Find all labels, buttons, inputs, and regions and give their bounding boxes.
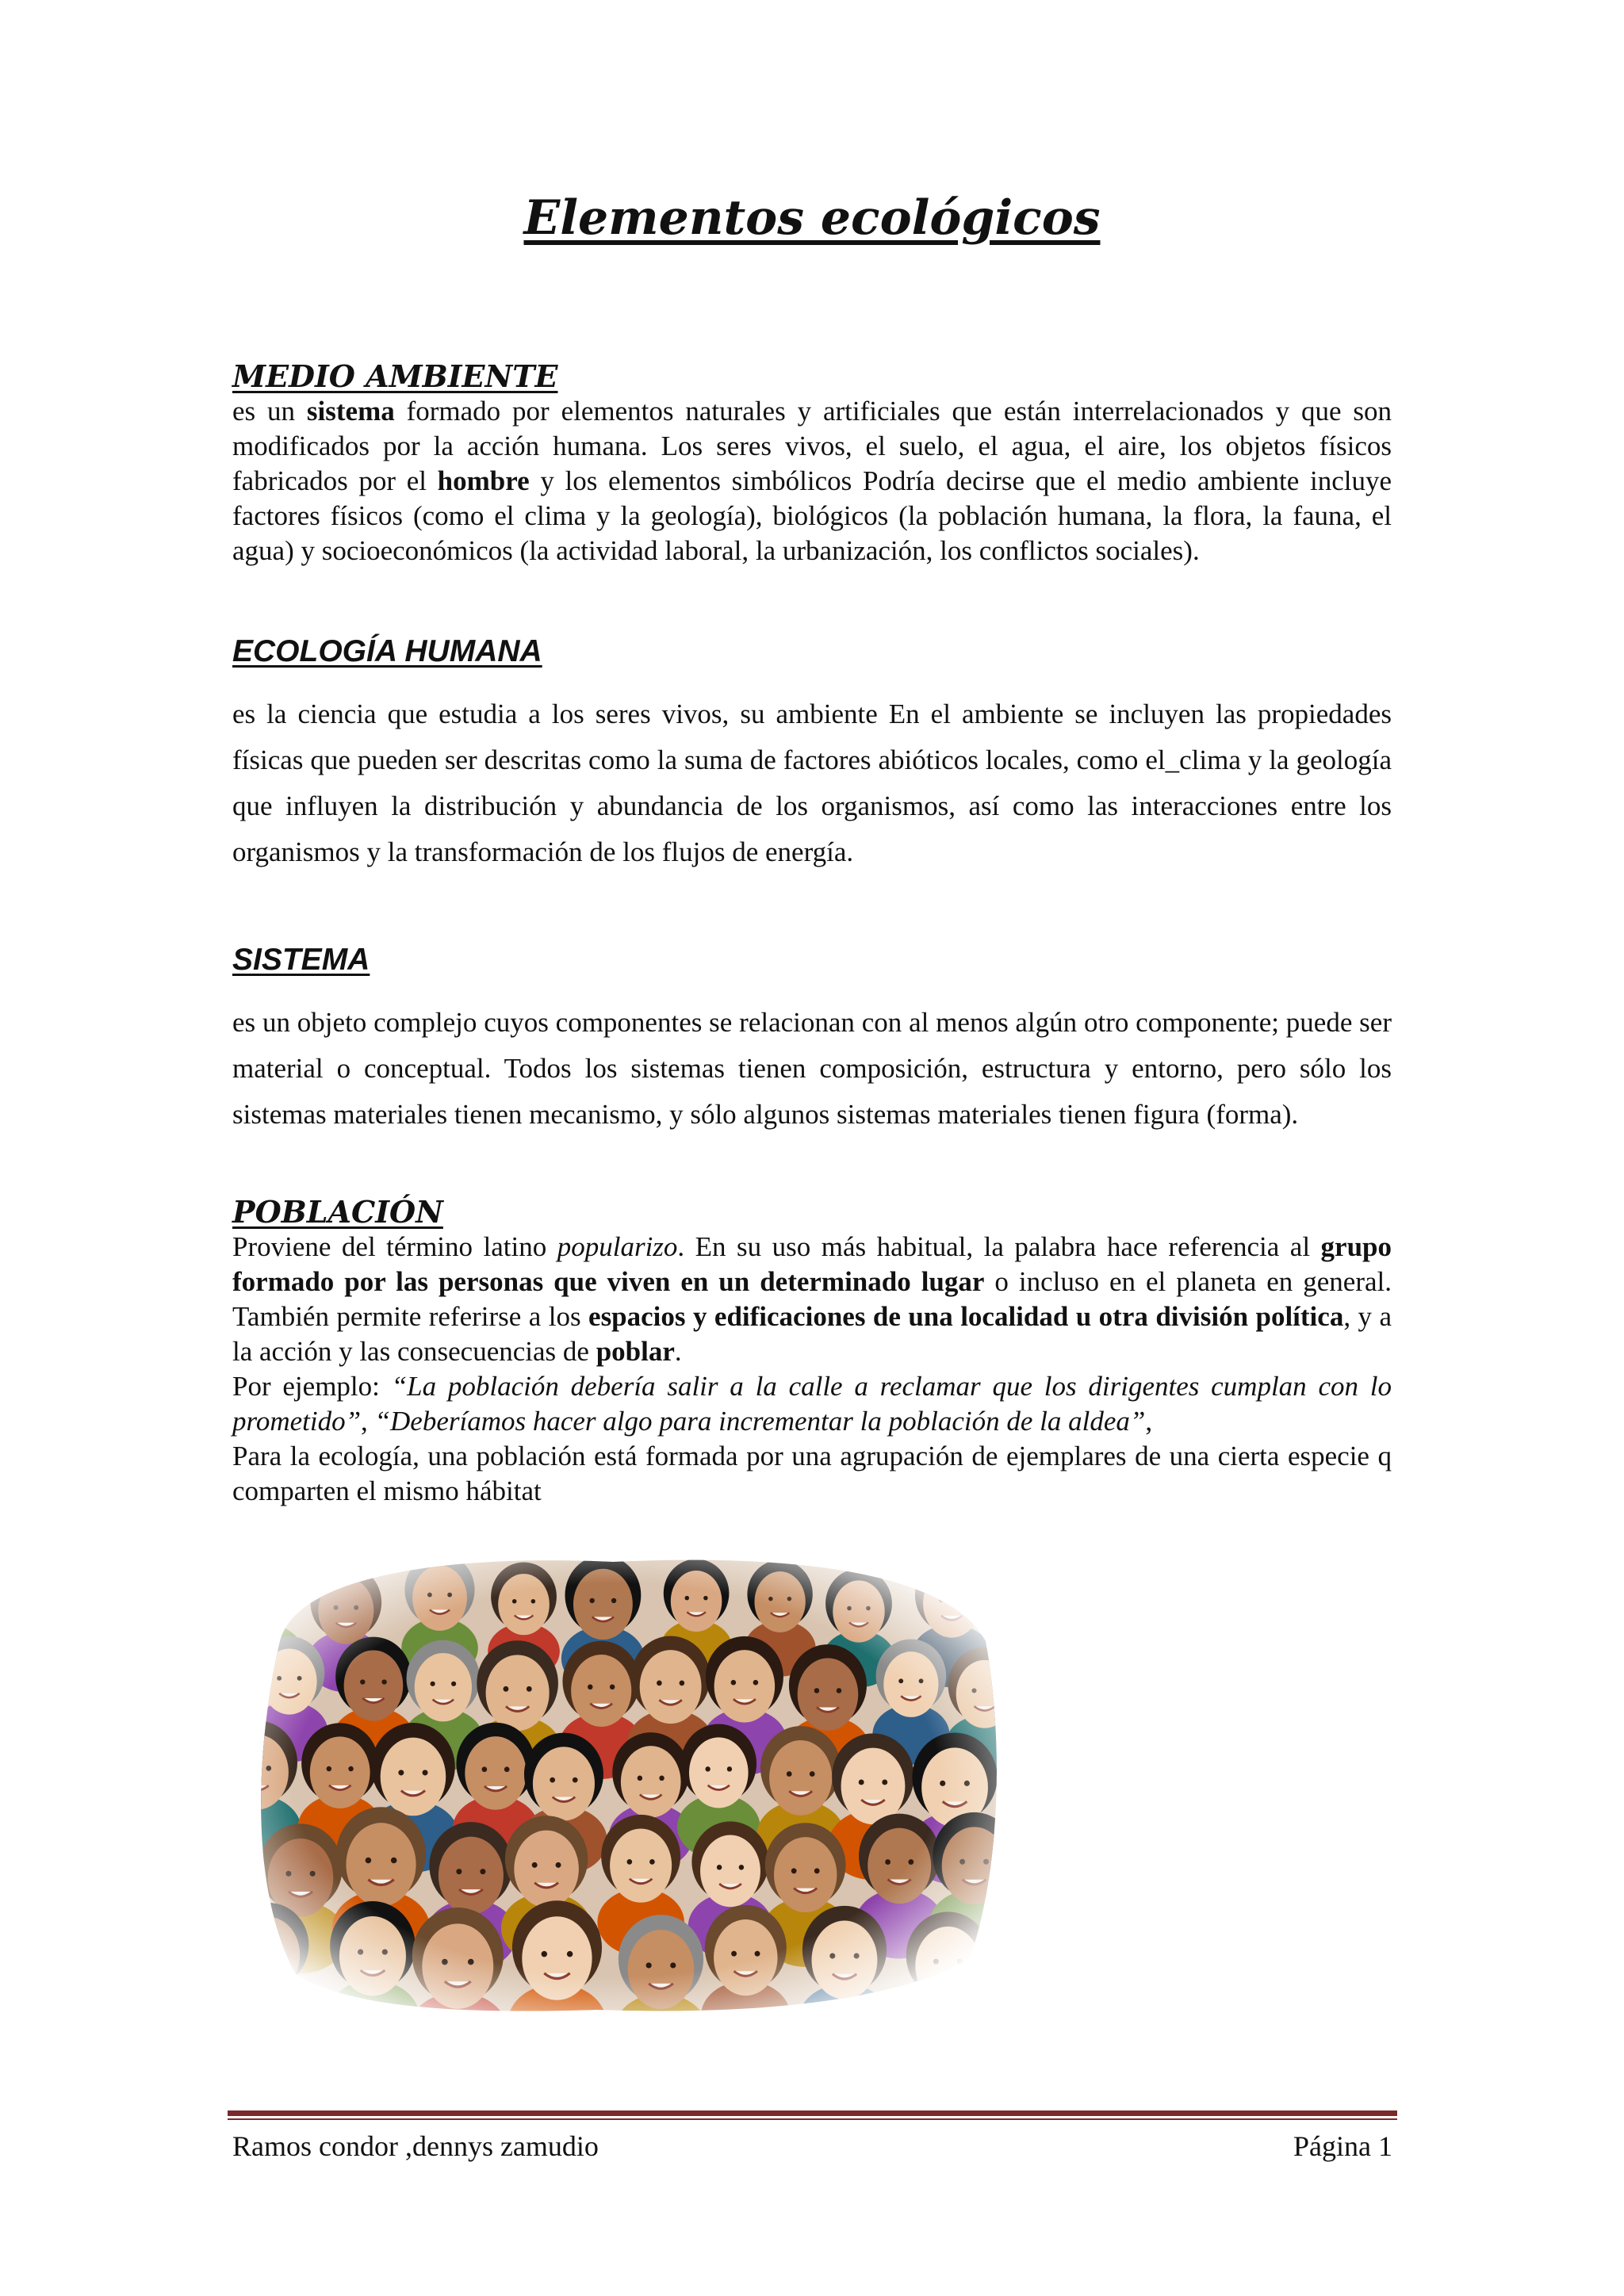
paragraph-poblacion-ecologia: Para la ecología, una población está formada por una agrupación de ejemplares de una cierta especie q comparten el mismo hábitat (232, 1441, 1392, 1506)
section-poblacion (232, 1194, 1392, 1509)
text-span: , (1145, 1406, 1153, 1437)
heading-poblacion: POBLACIÓN (232, 1194, 443, 1230)
paragraph-ecologia-humana: es la ciencia que estudia a los seres vivos, su ambiente En el ambiente se incluyen las propiedades físicas que pueden ser descritas como la suma de factores abióticos locales, como el_clima y la geología que influyen la distribución y abundancia de los organismos, así como las interacciones entre los organismos y la transformación de los flujos de energía. (232, 698, 1392, 867)
text-span: o incluso en el planeta en general. También permite referirse a los (232, 1266, 1392, 1332)
section-sistema (232, 943, 1392, 1138)
italic-popularizo: popularizo (557, 1231, 678, 1262)
paragraph-poblacion-definicion (232, 1230, 1392, 1369)
footer-author: Ramos condor ,dennys zamudio (232, 2130, 599, 2162)
paragraph-sistema: es un objeto complejo cuyos componentes se relacionan con al menos algún otro componente; puede ser material o conceptual. Todos los sistemas tienen composición, estructura y entorno, pero sólo los sistemas materiales tienen mecanismo, y sólo algunos sistemas materiales tienen figura (forma). (232, 1007, 1392, 1130)
bold-grupo: grupo formado por las personas que viven en un determinado lugar (232, 1231, 1392, 1297)
bold-hombre: hombre (437, 465, 530, 496)
paragraph-medio-ambiente (232, 394, 1392, 568)
text-span: . (674, 1336, 682, 1367)
text-span: es un (232, 396, 307, 427)
text-span: Proviene del término latino (232, 1231, 557, 1262)
bold-sistema: sistema (306, 396, 395, 427)
italic-example-2: “Deberíamos hacer algo para incrementar la población de la aldea” (374, 1406, 1146, 1437)
bold-espacios: espacios y edificaciones de una localidad u otra división política (588, 1301, 1344, 1332)
footer-divider (228, 2110, 1397, 2116)
crowd-photo (232, 1546, 1002, 2014)
text-span: , y a la acción y las consecuencias de (232, 1301, 1392, 1367)
footer-divider-thin (228, 2118, 1397, 2120)
heading-sistema: SISTEMA (232, 943, 370, 977)
heading-medio-ambiente: MEDIO AMBIENTE (232, 358, 558, 394)
text-span: Por ejemplo: (232, 1371, 392, 1402)
heading-ecologia-humana: ECOLOGÍA HUMANA (232, 634, 542, 668)
paragraph-poblacion-ejemplo (232, 1369, 1392, 1439)
text-span: , (361, 1406, 375, 1437)
text-span: . En su uso más habitual, la palabra hace referencia al (677, 1231, 1321, 1262)
footer-page-number: Página 1 (1293, 2130, 1392, 2162)
text-span: formado por elementos naturales y artificiales que están interrelacionados y que son modificados por la acción humana. Los seres vivos, el suelo, el agua, el aire, los objetos físicos fabricados por el (232, 396, 1392, 496)
bold-poblar: poblar (596, 1336, 675, 1367)
document-title: Elementos ecológicos (523, 190, 1101, 246)
text-span: y los elementos simbólicos Podría decirse que el medio ambiente incluye factores físicos (como el clima y la geología), biológicos (la población humana, la flora, la fauna, el agua) y socioeconómicos (la actividad laboral, la urbanización, los conflictos sociales). (232, 465, 1392, 566)
italic-example-1: “La población debería salir a la calle a reclamar que los dirigentes cumplan con lo prometido” (232, 1371, 1392, 1437)
section-ecologia-humana (232, 634, 1392, 875)
section-medio-ambiente (232, 358, 1392, 568)
